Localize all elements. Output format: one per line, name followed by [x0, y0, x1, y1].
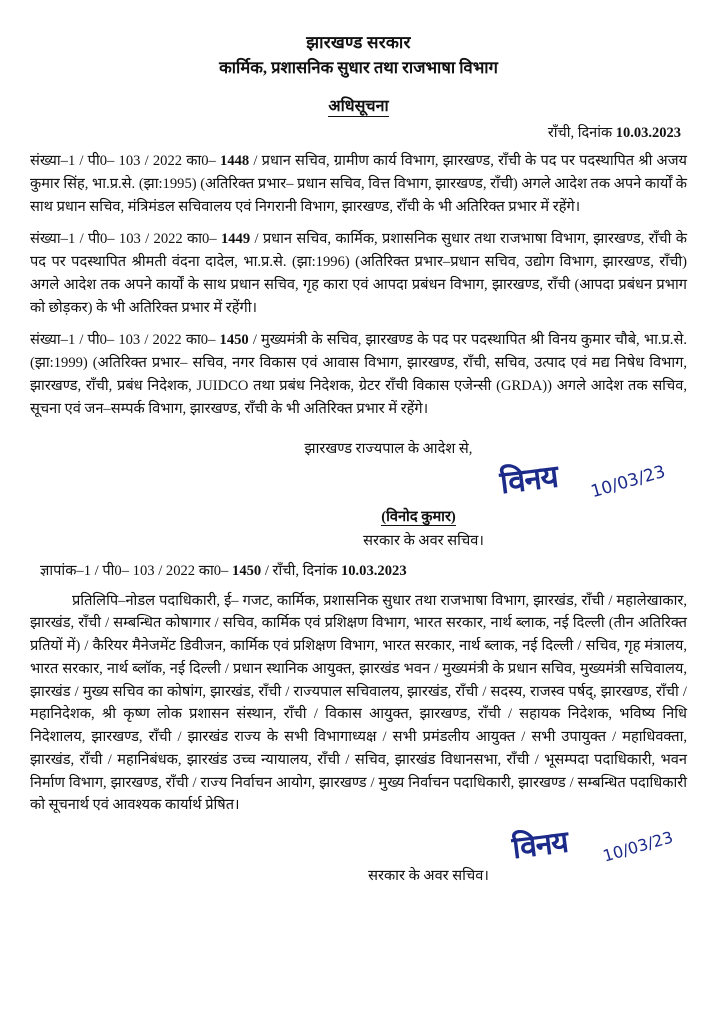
memo-line — [30, 560, 687, 580]
signer-designation: सरकार के अवर सचिव। — [363, 532, 484, 549]
notification-heading — [30, 94, 687, 116]
order-number-prefix-1: संख्या–1 / पी0– 103 / 2022 का0– — [30, 153, 216, 169]
order-body-1: / प्रधान सचिव, ग्रामीण कार्य विभाग, झारखण्ड, राँची के पद पर पदस्थापित श्री अजय कुमार सिंह, भा.प्र.से. (झा:1995) (अतिरिक्त प्रभार– प्रधान सचिव, वित्त विभाग, झारखण्ड, राँची) अगले आदेश तक अपने कार्यों के साथ प्रधान सचिव, मंत्रिमंडल सचिवालय एवं निगरानी विभाग, झारखण्ड, राँची के भी अतिरिक्त प्रभार में रहेंगे। — [30, 153, 688, 216]
memo-prefix: ज्ञापांक–1 / पी0– 103 / 2022 — [40, 562, 196, 579]
government-title: झारखण्ड सरकार — [306, 33, 411, 52]
signer-designation-secondary: सरकार के अवर सचिव। — [368, 868, 489, 885]
order-number-3: 1450 — [219, 332, 249, 349]
signature-block-secondary — [30, 823, 687, 885]
signature-date: 10/03/23 — [588, 461, 668, 502]
place-label: राँची, दिनांक — [547, 125, 613, 141]
memo-place: / राँची, दिनांक — [264, 562, 338, 579]
copy-to-paragraph — [30, 590, 687, 818]
order-number-1: 1448 — [220, 153, 250, 169]
signer-name: (विनोद कुमार) — [381, 508, 456, 525]
memo-number: 1450 — [232, 562, 262, 579]
copy-to-text: प्रतिलिपि–नोडल पदाधिकारी, ई– गजट, कार्मिक, प्रशासनिक सुधार तथा राजभाषा विभाग, झारखंड, राँची / महालेखाकार, झारखंड, राँची / सम्बन्धित कोषागार / सचिव, कार्मिक एवं प्रशिक्षण विभाग, भारत सरकार, नार्थ ब्लाक, नई दिल्ली (तीन अतिरिक्त प्रतियों में) / कैरियर मैनेजमेंट डिवीजन, कार्मिक एवं प्रशिक्षण विभाग, भारत सरकार, नार्थ ब्लाक, नई दिल्ली / सचिव, गृह मंत्रालय, भारत सरकार, नार्थ ब्लॉक, नई दिल्ली / प्रधान स्थानिक आयुक्त, झारखंड भवन / मुख्यमंत्री के प्रधान सचिव, मुख्यमंत्री सचिवालय, झारखंड / मुख्य सचिव का कोषांग, झारखंड, राँची / राज्यपाल सचिवालय, झारखंड, राँची / सदस्य, राजस्व पर्षद्, झारखण्ड, राँची / महानिदेशक, श्री कृष्ण लोक प्रशासन संस्थान, राँची / विकास आयुक्त, झारखण्ड, राँची / सहायक निदेशक, भविष्य निधि निदेशालय, झारखण्ड, राँची / झारखंड राज्य के सभी विभागाध्यक्ष / सभी प्रमंडलीय आयुक्त / सभी उपायुक्त / महाधिवक्ता, झारखंड, राँची / महानिबंधक, झारखंड उच्च न्यायालय, राँची / सचिव, झारखंड विधानसभा, राँची / भूसम्पदा पदाधिकारी, भवन निर्माण विभाग, झारखण्ड, राँची / राज्य निर्वाचन आयोग, झारखण्ड / मुख्य निर्वाचन पदाधिकारी, झारखण्ड / सम्बन्धित पदाधिकारी को सूचनार्थ एवं आवश्यक कार्यार्थ प्रेषित। — [30, 592, 687, 814]
by-order-of-governor-line: झारखण्ड राज्यपाल के आदेश से, — [304, 440, 473, 457]
signature-date-secondary: 10/03/23 — [600, 827, 676, 866]
order-number-prefix-2: संख्या–1 / पी0– 103 / 2022 का0– — [30, 231, 217, 248]
signature-block-primary — [30, 458, 687, 525]
notification-heading-text: अधिसूचना — [328, 98, 389, 115]
order-paragraph-3 — [30, 329, 687, 421]
order-body-3: / मुख्यमंत्री के सचिव, झारखण्ड के पद पर पदस्थापित श्री विनय कुमार चौबे, भा.प्र.से. (झा:1999) (अतिरिक्त प्रभार– सचिव, नगर विकास एवं आवास विभाग, झारखण्ड, राँची, सचिव, उत्पाद एवं मद्य निषेध विभाग, झारखण्ड, राँची, प्रबंध निदेशक, JUIDCO तथा प्रबंध निदेशक, ग्रेटर राँची विकास एजेन्सी (GRDA)) अगले आदेश तक सचिव, सूचना एवं जन–सम्पर्क विभाग, झारखण्ड, राँची के भी अतिरिक्त प्रभार में रहेंगे। — [30, 332, 687, 418]
order-number-2: 1449 — [220, 231, 251, 248]
signature-mark-secondary: विनय — [510, 824, 570, 867]
place-and-date-line — [30, 122, 681, 142]
memo-middle: का0– — [198, 562, 229, 579]
department-title: कार्मिक, प्रशासनिक सुधार तथा राजभाषा विभाग — [219, 58, 498, 77]
issue-date: 10.03.2023 — [615, 125, 681, 141]
order-paragraph-1 — [30, 150, 687, 219]
order-body-2: / प्रधान सचिव, कार्मिक, प्रशासनिक सुधार तथा राजभाषा विभाग, झारखण्ड, राँची के पद पर पदस्थापित श्रीमती वंदना दादेल, भा.प्र.से. (झा:1996) (अतिरिक्त प्रभार–प्रधान सचिव, उद्योग विभाग, झारखण्ड, राँची) अगले आदेश तक अपने कार्यों के साथ प्रधान सचिव, गृह कारा एवं आपदा प्रबंधन विभाग, झारखण्ड, राँची (आपदा प्रबंधन प्रभाग को छोड़कर) के भी अतिरिक्त प्रभार में रहेंगी। — [30, 231, 687, 317]
order-paragraph-2 — [30, 228, 687, 320]
order-number-prefix-3: संख्या–1 / पी0– 103 / 2022 का0– — [30, 332, 216, 349]
memo-date: 10.03.2023 — [340, 562, 407, 579]
signature-mark: विनय — [498, 458, 560, 501]
